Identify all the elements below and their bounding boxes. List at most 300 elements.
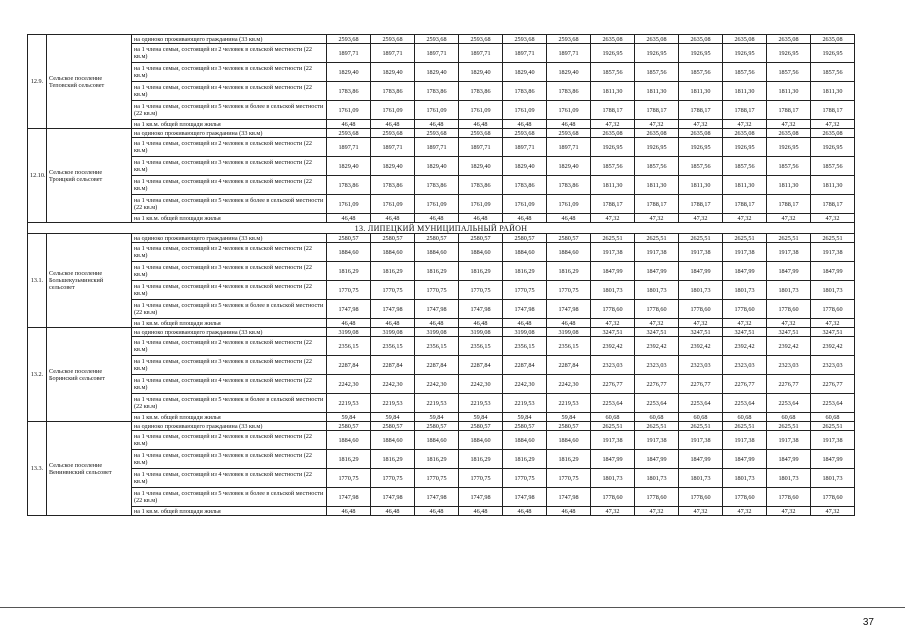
value-cell: 1788,17 — [723, 195, 767, 214]
value-cell: 47,32 — [679, 319, 723, 328]
value-cell: 2593,68 — [327, 129, 371, 138]
value-cell: 1761,09 — [547, 195, 591, 214]
table-row — [28, 262, 855, 281]
value-cell: 3199,08 — [503, 328, 547, 337]
value-cell: 2356,15 — [547, 337, 591, 356]
value-cell: 1884,60 — [503, 431, 547, 450]
value-cell: 1801,73 — [591, 281, 635, 300]
value-cell: 1801,73 — [635, 281, 679, 300]
value-cell: 1761,09 — [327, 195, 371, 214]
value-cell: 1801,73 — [767, 281, 811, 300]
value-cell: 1829,40 — [371, 157, 415, 176]
settlement-code: 12.10. — [28, 129, 47, 223]
value-cell: 1747,98 — [371, 488, 415, 507]
value-cell: 1801,73 — [767, 469, 811, 488]
value-cell: 2253,64 — [811, 394, 855, 413]
table-row — [28, 337, 855, 356]
value-cell: 2635,08 — [811, 129, 855, 138]
value-cell: 1857,56 — [767, 157, 811, 176]
table-row — [28, 63, 855, 82]
value-cell: 1801,73 — [811, 281, 855, 300]
value-cell: 1761,09 — [547, 101, 591, 120]
value-cell: 1829,40 — [503, 63, 547, 82]
value-cell: 1884,60 — [327, 431, 371, 450]
table-row — [28, 129, 855, 138]
value-cell: 60,68 — [591, 413, 635, 422]
value-cell: 2392,42 — [767, 337, 811, 356]
value-cell: 1917,38 — [811, 431, 855, 450]
value-cell: 1926,95 — [635, 138, 679, 157]
value-cell: 1761,09 — [503, 195, 547, 214]
value-cell: 2392,42 — [635, 337, 679, 356]
table-row — [28, 507, 855, 516]
value-cell: 46,48 — [503, 214, 547, 223]
value-cell: 1761,09 — [371, 195, 415, 214]
value-cell: 1761,09 — [415, 101, 459, 120]
value-cell: 46,48 — [415, 507, 459, 516]
value-cell: 2356,15 — [371, 337, 415, 356]
row-description: на 1 члена семьи, состоящей из 4 человек в сельской местности (22 кв.м) — [132, 176, 327, 195]
value-cell: 47,32 — [679, 214, 723, 223]
value-cell: 2635,08 — [723, 35, 767, 44]
value-cell: 1801,73 — [635, 469, 679, 488]
value-cell: 1857,56 — [679, 157, 723, 176]
value-cell: 1816,29 — [503, 262, 547, 281]
value-cell: 47,32 — [811, 507, 855, 516]
value-cell: 1857,56 — [591, 63, 635, 82]
value-cell: 1926,95 — [679, 44, 723, 63]
value-cell: 1884,60 — [503, 243, 547, 262]
value-cell: 1761,09 — [503, 101, 547, 120]
value-cell: 1811,30 — [635, 82, 679, 101]
value-cell: 1816,29 — [371, 450, 415, 469]
value-cell: 1770,75 — [415, 281, 459, 300]
value-cell: 47,32 — [635, 214, 679, 223]
value-cell: 2242,30 — [371, 375, 415, 394]
value-cell: 47,32 — [723, 120, 767, 129]
row-description: на 1 члена семьи, состоящей из 2 человек в сельской местности (22 кв.м) — [132, 243, 327, 262]
value-cell: 1917,38 — [767, 243, 811, 262]
value-cell: 1761,09 — [327, 101, 371, 120]
value-cell: 1917,38 — [591, 243, 635, 262]
value-cell: 1811,30 — [811, 176, 855, 195]
value-cell: 1788,17 — [767, 195, 811, 214]
value-cell: 2625,51 — [635, 422, 679, 431]
value-cell: 1897,71 — [327, 138, 371, 157]
value-cell: 2242,30 — [415, 375, 459, 394]
value-cell: 1884,60 — [415, 431, 459, 450]
value-cell: 2287,84 — [547, 356, 591, 375]
value-cell: 2625,51 — [679, 422, 723, 431]
value-cell: 2635,08 — [811, 35, 855, 44]
value-cell: 1811,30 — [679, 82, 723, 101]
value-cell: 3199,08 — [547, 328, 591, 337]
value-cell: 1847,99 — [767, 262, 811, 281]
value-cell: 47,32 — [635, 507, 679, 516]
row-description: на одиноко проживающего гражданина (33 кв.м) — [132, 129, 327, 138]
value-cell: 1917,38 — [723, 243, 767, 262]
value-cell: 2287,84 — [459, 356, 503, 375]
value-cell: 1897,71 — [503, 44, 547, 63]
value-cell: 1926,95 — [679, 138, 723, 157]
value-cell: 2356,15 — [503, 337, 547, 356]
value-cell: 2287,84 — [327, 356, 371, 375]
table-row — [28, 375, 855, 394]
value-cell: 1816,29 — [371, 262, 415, 281]
row-description: на 1 члена семьи, состоящей из 2 человек в сельской местности (22 кв.м) — [132, 337, 327, 356]
value-cell: 1857,56 — [723, 157, 767, 176]
value-cell: 1926,95 — [811, 138, 855, 157]
row-description: на 1 члена семьи, состоящей из 2 человек в сельской местности (22 кв.м) — [132, 431, 327, 450]
value-cell: 1816,29 — [547, 262, 591, 281]
value-cell: 1847,99 — [635, 262, 679, 281]
value-cell: 1917,38 — [591, 431, 635, 450]
value-cell: 47,32 — [591, 319, 635, 328]
value-cell: 2276,77 — [811, 375, 855, 394]
value-cell: 1811,30 — [635, 176, 679, 195]
value-cell: 46,48 — [503, 319, 547, 328]
value-cell: 2635,08 — [767, 129, 811, 138]
value-cell: 1811,30 — [767, 82, 811, 101]
value-cell: 1829,40 — [415, 63, 459, 82]
row-description: на 1 кв.м. общей площади жилья — [132, 413, 327, 422]
value-cell: 2242,30 — [503, 375, 547, 394]
value-cell: 1770,75 — [371, 469, 415, 488]
value-cell: 2635,08 — [591, 35, 635, 44]
value-cell: 1816,29 — [547, 450, 591, 469]
value-cell: 46,48 — [371, 214, 415, 223]
value-cell: 1783,86 — [371, 176, 415, 195]
settlement-name: Сельское поселение Теповский сельсовет — [47, 35, 132, 129]
value-cell: 1884,60 — [371, 243, 415, 262]
value-cell: 46,48 — [415, 319, 459, 328]
value-cell: 2625,51 — [591, 422, 635, 431]
value-cell: 2242,30 — [547, 375, 591, 394]
value-cell: 46,48 — [547, 507, 591, 516]
value-cell: 46,48 — [547, 319, 591, 328]
value-cell: 2580,57 — [547, 422, 591, 431]
value-cell: 1801,73 — [723, 469, 767, 488]
value-cell: 1829,40 — [371, 63, 415, 82]
value-cell: 2625,51 — [811, 234, 855, 243]
value-cell: 1829,40 — [459, 157, 503, 176]
value-cell: 1783,86 — [371, 82, 415, 101]
value-cell: 2635,08 — [635, 129, 679, 138]
value-cell: 46,48 — [371, 507, 415, 516]
value-cell: 1747,98 — [503, 488, 547, 507]
value-cell: 1778,60 — [635, 488, 679, 507]
value-cell: 1829,40 — [547, 63, 591, 82]
value-cell: 1770,75 — [547, 469, 591, 488]
value-cell: 2580,57 — [503, 234, 547, 243]
value-cell: 1811,30 — [811, 82, 855, 101]
value-cell: 1926,95 — [635, 44, 679, 63]
value-cell: 2580,57 — [459, 422, 503, 431]
value-cell: 1829,40 — [415, 157, 459, 176]
value-cell: 1917,38 — [679, 431, 723, 450]
value-cell: 1761,09 — [415, 195, 459, 214]
value-cell: 1857,56 — [767, 63, 811, 82]
value-cell: 2580,57 — [327, 422, 371, 431]
row-description: на 1 члена семьи, состоящей из 5 человек и более в сельской местности (22 кв.м) — [132, 101, 327, 120]
table-row — [28, 328, 855, 337]
value-cell: 1884,60 — [371, 431, 415, 450]
value-cell: 3247,51 — [679, 328, 723, 337]
value-cell: 1897,71 — [503, 138, 547, 157]
value-cell: 1816,29 — [327, 450, 371, 469]
value-cell: 46,48 — [327, 507, 371, 516]
value-cell: 1816,29 — [459, 450, 503, 469]
value-cell: 1747,98 — [459, 300, 503, 319]
row-description: на 1 члена семьи, состоящей из 5 человек и более в сельской местности (22 кв.м) — [132, 300, 327, 319]
value-cell: 1783,86 — [327, 82, 371, 101]
value-cell: 47,32 — [679, 507, 723, 516]
value-cell: 1778,60 — [811, 300, 855, 319]
value-cell: 2580,57 — [371, 422, 415, 431]
value-cell: 3199,08 — [371, 328, 415, 337]
value-cell: 59,84 — [371, 413, 415, 422]
value-cell: 1801,73 — [679, 281, 723, 300]
settlement-code: 13.3. — [28, 422, 47, 516]
value-cell: 2593,68 — [371, 35, 415, 44]
value-cell: 2392,42 — [591, 337, 635, 356]
value-cell: 3199,08 — [459, 328, 503, 337]
footer-divider — [0, 607, 905, 608]
value-cell: 2593,68 — [371, 129, 415, 138]
row-description: на 1 кв.м. общей площади жилья — [132, 214, 327, 223]
value-cell: 47,32 — [767, 507, 811, 516]
value-cell: 1857,56 — [635, 157, 679, 176]
value-cell: 1788,17 — [723, 101, 767, 120]
value-cell: 2242,30 — [459, 375, 503, 394]
settlement-name: Сельское поселение Большекузьминский сельсовет — [47, 234, 132, 328]
row-description: на одиноко проживающего гражданина (33 кв.м) — [132, 422, 327, 431]
value-cell: 2625,51 — [767, 234, 811, 243]
value-cell: 1770,75 — [459, 469, 503, 488]
value-cell: 2625,51 — [591, 234, 635, 243]
value-cell: 47,32 — [591, 214, 635, 223]
table-row — [28, 176, 855, 195]
value-cell: 2276,77 — [591, 375, 635, 394]
value-cell: 1788,17 — [811, 101, 855, 120]
value-cell: 47,32 — [811, 319, 855, 328]
value-cell: 1847,99 — [723, 262, 767, 281]
value-cell: 1783,86 — [415, 82, 459, 101]
value-cell: 2593,68 — [415, 129, 459, 138]
settlement-name: Сельское поселение Боринский сельсовет — [47, 328, 132, 422]
value-cell: 1884,60 — [459, 243, 503, 262]
settlement-name: Сельское поселение Троицкий сельсовет — [47, 129, 132, 223]
value-cell: 1788,17 — [635, 195, 679, 214]
value-cell: 46,48 — [371, 319, 415, 328]
value-cell: 1847,99 — [811, 262, 855, 281]
row-description: на 1 члена семьи, состоящей из 3 человек в сельской местности (22 кв.м) — [132, 356, 327, 375]
value-cell: 47,32 — [679, 120, 723, 129]
value-cell: 1770,75 — [503, 281, 547, 300]
value-cell: 2276,77 — [767, 375, 811, 394]
table-row — [28, 469, 855, 488]
value-cell: 2625,51 — [723, 234, 767, 243]
value-cell: 1897,71 — [371, 138, 415, 157]
value-cell: 2635,08 — [635, 35, 679, 44]
value-cell: 1788,17 — [679, 195, 723, 214]
value-cell: 47,32 — [591, 507, 635, 516]
table-row — [28, 35, 855, 44]
value-cell: 1770,75 — [371, 281, 415, 300]
value-cell: 1778,60 — [723, 488, 767, 507]
value-cell: 1778,60 — [767, 300, 811, 319]
value-cell: 2276,77 — [635, 375, 679, 394]
value-cell: 1816,29 — [415, 262, 459, 281]
value-cell: 2593,68 — [503, 129, 547, 138]
value-cell: 47,32 — [767, 214, 811, 223]
table-row — [28, 422, 855, 431]
value-cell: 46,48 — [503, 120, 547, 129]
value-cell: 1747,98 — [415, 488, 459, 507]
row-description: на 1 члена семьи, состоящей из 5 человек и более в сельской местности (22 кв.м) — [132, 195, 327, 214]
value-cell: 1884,60 — [415, 243, 459, 262]
value-cell: 47,32 — [723, 214, 767, 223]
value-cell: 1857,56 — [811, 63, 855, 82]
value-cell: 1917,38 — [811, 243, 855, 262]
value-cell: 2635,08 — [723, 129, 767, 138]
value-cell: 2253,64 — [767, 394, 811, 413]
district-header-row — [28, 223, 855, 234]
value-cell: 3247,51 — [723, 328, 767, 337]
value-cell: 3247,51 — [591, 328, 635, 337]
value-cell: 1788,17 — [591, 101, 635, 120]
value-cell: 1801,73 — [723, 281, 767, 300]
value-cell: 1778,60 — [679, 300, 723, 319]
value-cell: 1917,38 — [635, 243, 679, 262]
value-cell: 46,48 — [415, 214, 459, 223]
value-cell: 1778,60 — [635, 300, 679, 319]
row-description: на 1 кв.м. общей площади жилья — [132, 319, 327, 328]
settlement-code: 13.2. — [28, 328, 47, 422]
value-cell: 46,48 — [547, 120, 591, 129]
value-cell: 1917,38 — [767, 431, 811, 450]
page-number: 37 — [862, 617, 874, 628]
value-cell: 2287,84 — [415, 356, 459, 375]
value-cell: 1770,75 — [503, 469, 547, 488]
value-cell: 2219,53 — [547, 394, 591, 413]
value-cell: 46,48 — [327, 120, 371, 129]
value-cell: 60,68 — [723, 413, 767, 422]
value-cell: 1884,60 — [327, 243, 371, 262]
value-cell: 46,48 — [371, 120, 415, 129]
value-cell: 1926,95 — [767, 138, 811, 157]
row-description: на 1 члена семьи, состоящей из 5 человек и более в сельской местности (22 кв.м) — [132, 394, 327, 413]
value-cell: 2219,53 — [327, 394, 371, 413]
value-cell: 2323,03 — [811, 356, 855, 375]
value-cell: 2593,68 — [503, 35, 547, 44]
value-cell: 1829,40 — [503, 157, 547, 176]
value-cell: 2392,42 — [723, 337, 767, 356]
value-cell: 46,48 — [547, 214, 591, 223]
value-cell: 2323,03 — [679, 356, 723, 375]
value-cell: 1897,71 — [459, 44, 503, 63]
row-description: на 1 члена семьи, состоящей из 3 человек в сельской местности (22 кв.м) — [132, 450, 327, 469]
value-cell: 47,32 — [635, 319, 679, 328]
value-cell: 46,48 — [459, 507, 503, 516]
value-cell: 1801,73 — [591, 469, 635, 488]
value-cell: 2242,30 — [327, 375, 371, 394]
table-row — [28, 450, 855, 469]
row-description: на 1 члена семьи, состоящей из 2 человек в сельской местности (22 кв.м) — [132, 138, 327, 157]
value-cell: 1783,86 — [547, 176, 591, 195]
value-cell: 1811,30 — [723, 176, 767, 195]
value-cell: 2625,51 — [767, 422, 811, 431]
value-cell: 1917,38 — [635, 431, 679, 450]
value-cell: 59,84 — [547, 413, 591, 422]
value-cell: 1747,98 — [459, 488, 503, 507]
value-cell: 1829,40 — [547, 157, 591, 176]
value-cell: 2356,15 — [415, 337, 459, 356]
value-cell: 1816,29 — [327, 262, 371, 281]
value-cell: 1761,09 — [459, 101, 503, 120]
value-cell: 3247,51 — [811, 328, 855, 337]
value-cell: 2356,15 — [327, 337, 371, 356]
value-cell: 2593,68 — [327, 35, 371, 44]
value-cell: 46,48 — [459, 214, 503, 223]
value-cell: 1783,86 — [415, 176, 459, 195]
value-cell: 1801,73 — [811, 469, 855, 488]
table-row — [28, 138, 855, 157]
value-cell: 1857,56 — [679, 63, 723, 82]
value-cell: 1770,75 — [459, 281, 503, 300]
table-body — [28, 35, 855, 516]
value-cell: 1783,86 — [503, 82, 547, 101]
value-cell: 2635,08 — [591, 129, 635, 138]
value-cell: 1747,98 — [415, 300, 459, 319]
row-description: на одиноко проживающего гражданина (33 кв.м) — [132, 234, 327, 243]
value-cell: 3247,51 — [767, 328, 811, 337]
value-cell: 1829,40 — [459, 63, 503, 82]
value-cell: 1897,71 — [327, 44, 371, 63]
value-cell: 1778,60 — [679, 488, 723, 507]
value-cell: 1847,99 — [591, 450, 635, 469]
value-cell: 1778,60 — [811, 488, 855, 507]
value-cell: 46,48 — [327, 214, 371, 223]
value-cell: 2580,57 — [547, 234, 591, 243]
value-cell: 2625,51 — [723, 422, 767, 431]
row-description: на 1 члена семьи, состоящей из 4 человек в сельской местности (22 кв.м) — [132, 375, 327, 394]
row-description: на 1 члена семьи, состоящей из 3 человек в сельской местности (22 кв.м) — [132, 262, 327, 281]
value-cell: 2253,64 — [591, 394, 635, 413]
table-row — [28, 281, 855, 300]
value-cell: 1897,71 — [459, 138, 503, 157]
value-cell: 2219,53 — [371, 394, 415, 413]
value-cell: 60,68 — [635, 413, 679, 422]
value-cell: 1926,95 — [591, 138, 635, 157]
value-cell: 1778,60 — [591, 488, 635, 507]
table-row — [28, 243, 855, 262]
table-row — [28, 300, 855, 319]
value-cell: 1811,30 — [679, 176, 723, 195]
value-cell: 2356,15 — [459, 337, 503, 356]
value-cell: 1847,99 — [635, 450, 679, 469]
value-cell: 47,32 — [723, 507, 767, 516]
value-cell: 1747,98 — [327, 300, 371, 319]
value-cell: 3199,08 — [327, 328, 371, 337]
settlement-code: 13.1. — [28, 234, 47, 328]
value-cell: 59,84 — [459, 413, 503, 422]
value-cell: 59,84 — [415, 413, 459, 422]
value-cell: 60,68 — [811, 413, 855, 422]
value-cell: 3247,51 — [635, 328, 679, 337]
row-description: на 1 члена семьи, состоящей из 4 человек в сельской местности (22 кв.м) — [132, 281, 327, 300]
value-cell: 2625,51 — [811, 422, 855, 431]
